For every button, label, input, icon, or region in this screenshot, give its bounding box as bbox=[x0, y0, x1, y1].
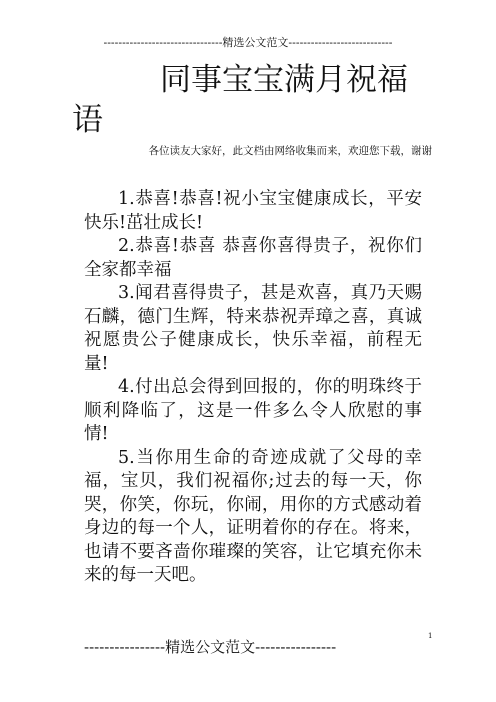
paragraph-2: 2.恭喜!恭喜 恭喜你喜得贵子，祝你们全家都幸福 bbox=[84, 236, 422, 280]
paragraph-5: 5.当你用生命的奇迹成就了父母的幸福，宝贝，我们祝福你;过去的每一天，你哭，你笑，你玩，你闹，用你的方式感动着身边的每一个人，证明着你的存在。将来，也请不要吝啬你璀璨的笑容，让它填充你未来的每一天吧。 bbox=[84, 447, 422, 585]
document-subtitle: 各位读友大家好，此文档由网络收集而来，欢迎您下载，谢谢 bbox=[148, 145, 432, 157]
paragraph-3: 3.闻君喜得贵子，甚是欢喜，真乃天赐石麟，德门生辉，特来恭祝弄璋之喜，真诚祝愿贵公子健康成长，快乐幸福，前程无量! bbox=[84, 283, 422, 374]
page-header: --------------------------------精选公文范文---------------------------- bbox=[103, 36, 393, 49]
page-footer: ----------------精选公文范文---------------- bbox=[84, 638, 337, 656]
paragraph-4: 4.付出总会得到回报的，你的明珠终于顺利降临了，这是一件多么令人欣慰的事情! bbox=[84, 377, 422, 444]
page-number: 1 bbox=[428, 632, 433, 640]
document-title-text: 同事宝宝满月祝福语 bbox=[72, 62, 408, 138]
document-title bbox=[72, 60, 432, 140]
document-body bbox=[84, 188, 422, 588]
paragraph-1: 1.恭喜!恭喜!祝小宝宝健康成长，平安快乐!茁壮成长! bbox=[84, 189, 422, 233]
